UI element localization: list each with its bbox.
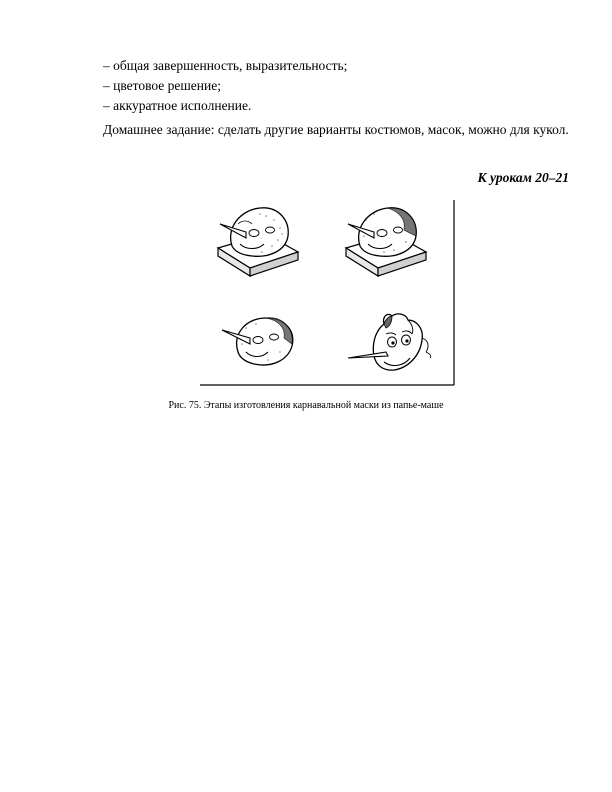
homework-paragraph: [73, 120, 569, 140]
criteria-item-neatness: – аккуратное исполнение.: [103, 98, 252, 113]
mask-removed-stage-3: [222, 318, 293, 365]
lesson-heading: К урокам 20–21: [477, 170, 569, 185]
homework-label: Домашнее задание:: [103, 122, 215, 137]
criteria-item-completeness: – общая завершенность, выразительность;: [103, 58, 348, 73]
mask-finished-stage-4: [348, 314, 431, 370]
mask-on-mold-stage-1: [218, 208, 298, 276]
figure-caption: Рис. 75. Этапы изготовления карнавальной маски из папье-маше: [168, 400, 444, 411]
homework-text: сделать другие варианты костюмов, масок, можно для кукол.: [217, 122, 569, 137]
criteria-item-color: – цветовое решение;: [103, 78, 221, 93]
mask-stages-figure: [198, 198, 457, 388]
mask-on-mold-stage-2: [346, 208, 426, 276]
